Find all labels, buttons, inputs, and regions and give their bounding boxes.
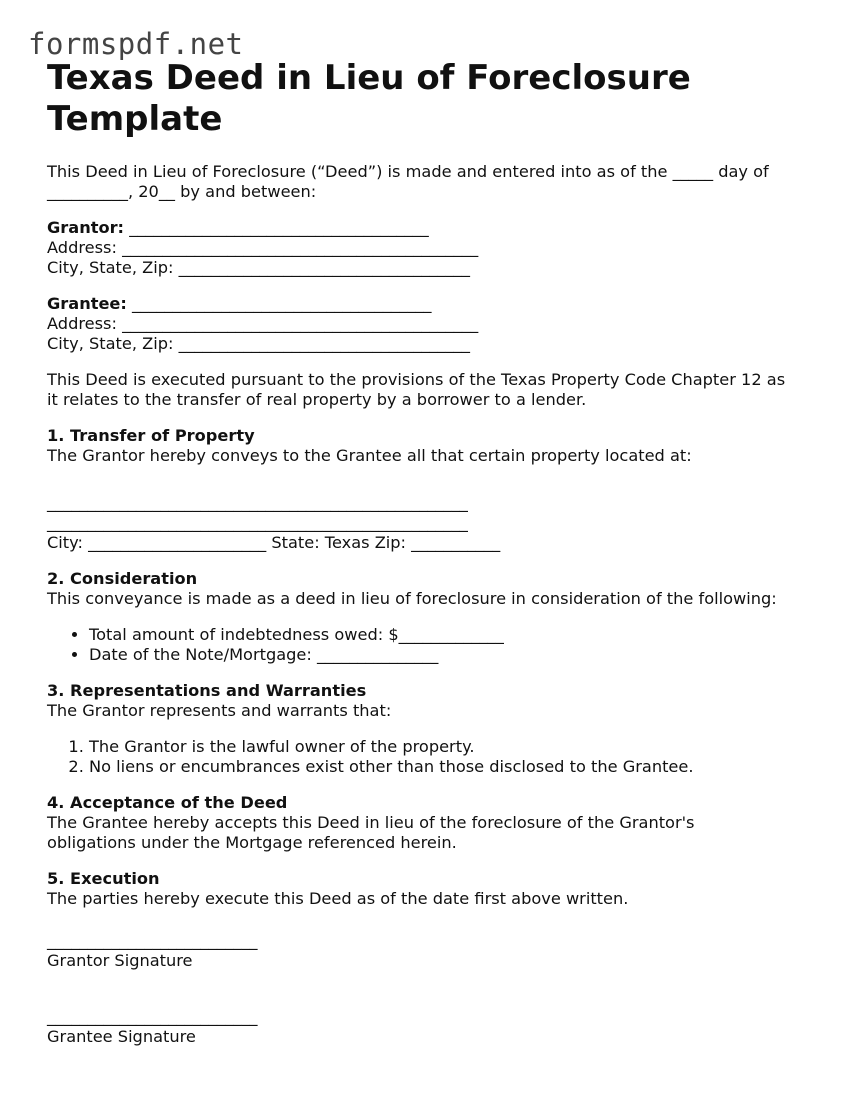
grantor-signature-block <box>47 931 822 971</box>
section-1-text: The Grantor hereby conveys to the Grantee all that certain property located at: <box>47 446 692 465</box>
document-title: Texas Deed in Lieu of Foreclosure Template <box>47 58 691 139</box>
section-acceptance <box>47 793 822 853</box>
section-5-text: The parties hereby execute this Deed as of the date first above written. <box>47 889 629 908</box>
grantor-city-line: City, State, Zip: ____________________________________ <box>47 258 470 277</box>
section-transfer-of-property <box>47 426 822 553</box>
executed-paragraph <box>47 370 822 410</box>
grantor-name-line <box>47 218 822 238</box>
property-blank-line-1: ____________________________________________________ <box>47 493 468 512</box>
grantor-address-line: Address: ____________________________________________ <box>47 238 479 257</box>
section-2-heading: 2. Consideration <box>47 569 198 588</box>
section-5-heading: 5. Execution <box>47 869 160 888</box>
list-item: • Date of the Note/Mortgage: _______________ <box>89 645 822 665</box>
grantor-signature-line: __________________________ <box>47 931 258 950</box>
section-3-text: The Grantor represents and warrants that: <box>47 701 392 720</box>
section-execution <box>47 869 822 909</box>
section-4-line-1: The Grantee hereby accepts this Deed in lieu of the foreclosure of the Grantor's <box>47 813 695 832</box>
property-blank-line-2: ____________________________________________________ <box>47 513 468 532</box>
grantor-name-blank: _____________________________________ <box>124 218 429 237</box>
grantee-address-line: Address: ____________________________________________ <box>47 314 479 333</box>
grantee-signature-line: __________________________ <box>47 1007 258 1026</box>
section-consideration <box>47 569 822 665</box>
section-4-line-2: obligations under the Mortgage referenced herein. <box>47 833 457 852</box>
grantor-label: Grantor: <box>47 218 125 237</box>
grantee-signature-block <box>47 1007 822 1047</box>
document-body <box>47 162 822 1047</box>
executed-line-2: it relates to the transfer of real property by a borrower to a lender. <box>47 390 587 409</box>
property-city-line: City: ______________________ State: Texas Zip: ___________ <box>47 533 501 552</box>
grantor-signature-label: Grantor Signature <box>47 951 193 970</box>
intro-paragraph <box>47 162 822 202</box>
section-2-text: This conveyance is made as a deed in lieu of foreclosure in consideration of the following: <box>47 589 777 608</box>
intro-line-1: This Deed in Lieu of Foreclosure (“Deed”) is made and entered into as of the _____ day of <box>47 162 769 181</box>
grantee-city-line: City, State, Zip: ____________________________________ <box>47 334 470 353</box>
grantee-name-blank: _____________________________________ <box>126 294 432 313</box>
list-item: 2. No liens or encumbrances exist other than those disclosed to the Grantee. <box>89 757 822 777</box>
grantee-signature-label: Grantee Signature <box>47 1027 196 1046</box>
section-1-heading: 1. Transfer of Property <box>47 426 255 445</box>
watermark: formspdf.net <box>28 27 244 61</box>
list-item: • Total amount of indebtedness owed: $_____________ <box>89 625 822 645</box>
grantee-block <box>47 294 822 354</box>
grantor-block <box>47 218 822 278</box>
list-item: 1. The Grantor is the lawful owner of the property. <box>89 737 822 757</box>
section-4-heading: 4. Acceptance of the Deed <box>47 793 288 812</box>
grantee-label: Grantee: <box>47 294 127 313</box>
intro-line-2: __________, 20__ by and between: <box>47 182 317 201</box>
consideration-list <box>47 625 822 665</box>
section-representations <box>47 681 822 777</box>
executed-line-1: This Deed is executed pursuant to the provisions of the Texas Property Code Chapter 12 as <box>47 370 786 389</box>
warranties-list <box>47 737 822 777</box>
grantee-name-line <box>47 294 822 314</box>
section-3-heading: 3. Representations and Warranties <box>47 681 367 700</box>
